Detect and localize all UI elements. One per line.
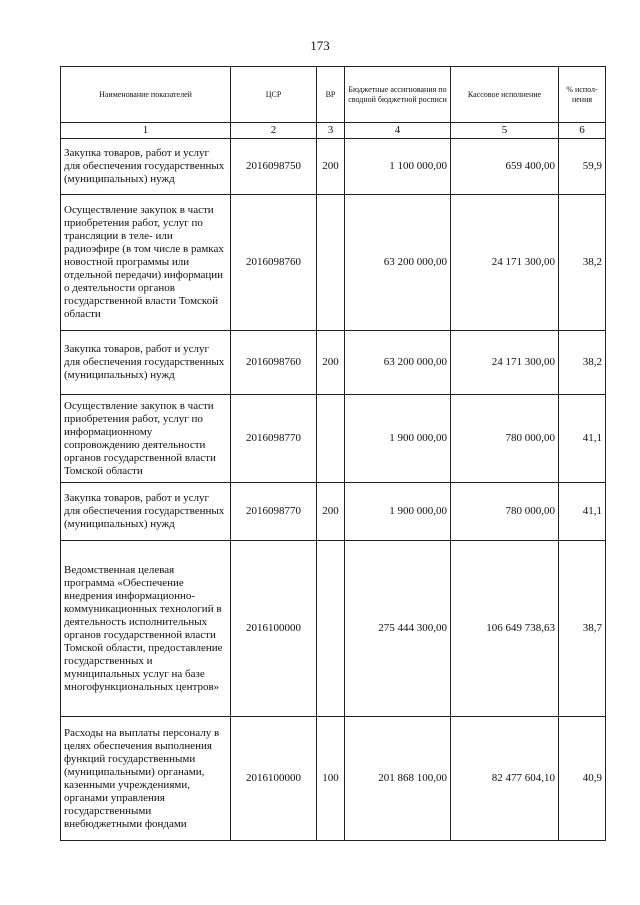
row-csr: 2016098770 xyxy=(231,395,317,483)
row-vr: 100 xyxy=(317,717,345,841)
row-budget: 1 900 000,00 xyxy=(345,395,451,483)
row-budget: 1 900 000,00 xyxy=(345,483,451,541)
row-cash: 82 477 604,10 xyxy=(451,717,559,841)
table-row xyxy=(61,717,606,841)
header-cash-execution: Кассовое исполнение xyxy=(451,67,559,123)
column-number: 5 xyxy=(451,123,559,139)
page-number: 173 xyxy=(310,38,330,53)
row-percent: 59,9 xyxy=(559,139,606,195)
column-number: 3 xyxy=(317,123,345,139)
row-vr xyxy=(317,195,345,331)
column-number: 1 xyxy=(61,123,231,139)
table-row xyxy=(61,139,606,195)
row-percent: 41,1 xyxy=(559,395,606,483)
row-percent: 40,9 xyxy=(559,717,606,841)
table-row xyxy=(61,195,606,331)
table-header-row xyxy=(61,67,606,123)
column-number-row xyxy=(61,123,606,139)
row-cash: 24 171 300,00 xyxy=(451,331,559,395)
row-budget: 63 200 000,00 xyxy=(345,331,451,395)
table-row xyxy=(61,331,606,395)
row-cash: 659 400,00 xyxy=(451,139,559,195)
row-vr xyxy=(317,395,345,483)
header-budget-allocations: Бюджетные ассигнования по сводной бюджетной росписи xyxy=(345,67,451,123)
row-csr: 2016098750 xyxy=(231,139,317,195)
column-number: 4 xyxy=(345,123,451,139)
budget-execution-table xyxy=(60,66,606,841)
row-indicator-name: Ведомственная целевая программа «Обеспечение внедрения информационно-коммуникационных технологий в деятельность исполнительных органов государственной власти Томской области, предоставление государственных и муниципальных услуг на базе многофункциональных центров» xyxy=(61,541,231,717)
row-percent: 38,2 xyxy=(559,195,606,331)
row-indicator-name: Осуществление закупок в части приобретения работ, услуг по трансляции в теле- или радиоэфире (в том числе в рамках новостной программы или отдельной передачи) информации о деятельности органов государственной власти Томской области xyxy=(61,195,231,331)
row-budget: 63 200 000,00 xyxy=(345,195,451,331)
row-csr: 2016098760 xyxy=(231,331,317,395)
table-row xyxy=(61,483,606,541)
row-percent: 41,1 xyxy=(559,483,606,541)
row-indicator-name: Закупка товаров, работ и услуг для обеспечения государственных (муниципальных) нужд xyxy=(61,331,231,395)
row-vr xyxy=(317,541,345,717)
row-csr: 2016098770 xyxy=(231,483,317,541)
row-indicator-name: Расходы на выплаты персоналу в целях обеспечения выполнения функций государственными (муниципальными) органами, казенными учреждениями, органами управления государственными внебюджетными фондами xyxy=(61,717,231,841)
row-budget: 1 100 000,00 xyxy=(345,139,451,195)
row-vr: 200 xyxy=(317,139,345,195)
row-csr: 2016100000 xyxy=(231,541,317,717)
row-indicator-name: Осуществление закупок в части приобретения работ, услуг по информационному сопровождению деятельности органов государственной власти Томской области xyxy=(61,395,231,483)
column-number: 6 xyxy=(559,123,606,139)
row-budget: 201 868 100,00 xyxy=(345,717,451,841)
row-csr: 2016100000 xyxy=(231,717,317,841)
header-execution-percent: % испол-нения xyxy=(559,67,606,123)
row-cash: 24 171 300,00 xyxy=(451,195,559,331)
row-vr: 200 xyxy=(317,331,345,395)
header-vr: ВР xyxy=(317,67,345,123)
row-csr: 2016098760 xyxy=(231,195,317,331)
row-percent: 38,7 xyxy=(559,541,606,717)
header-indicator-name: Наименование показателей xyxy=(61,67,231,123)
row-percent: 38,2 xyxy=(559,331,606,395)
header-csr: ЦСР xyxy=(231,67,317,123)
row-budget: 275 444 300,00 xyxy=(345,541,451,717)
row-cash: 106 649 738,63 xyxy=(451,541,559,717)
table-row xyxy=(61,541,606,717)
row-cash: 780 000,00 xyxy=(451,483,559,541)
row-indicator-name: Закупка товаров, работ и услуг для обеспечения государственных (муниципальных) нужд xyxy=(61,139,231,195)
table-row xyxy=(61,395,606,483)
row-cash: 780 000,00 xyxy=(451,395,559,483)
column-number: 2 xyxy=(231,123,317,139)
row-vr: 200 xyxy=(317,483,345,541)
row-indicator-name: Закупка товаров, работ и услуг для обеспечения государственных (муниципальных) нужд xyxy=(61,483,231,541)
